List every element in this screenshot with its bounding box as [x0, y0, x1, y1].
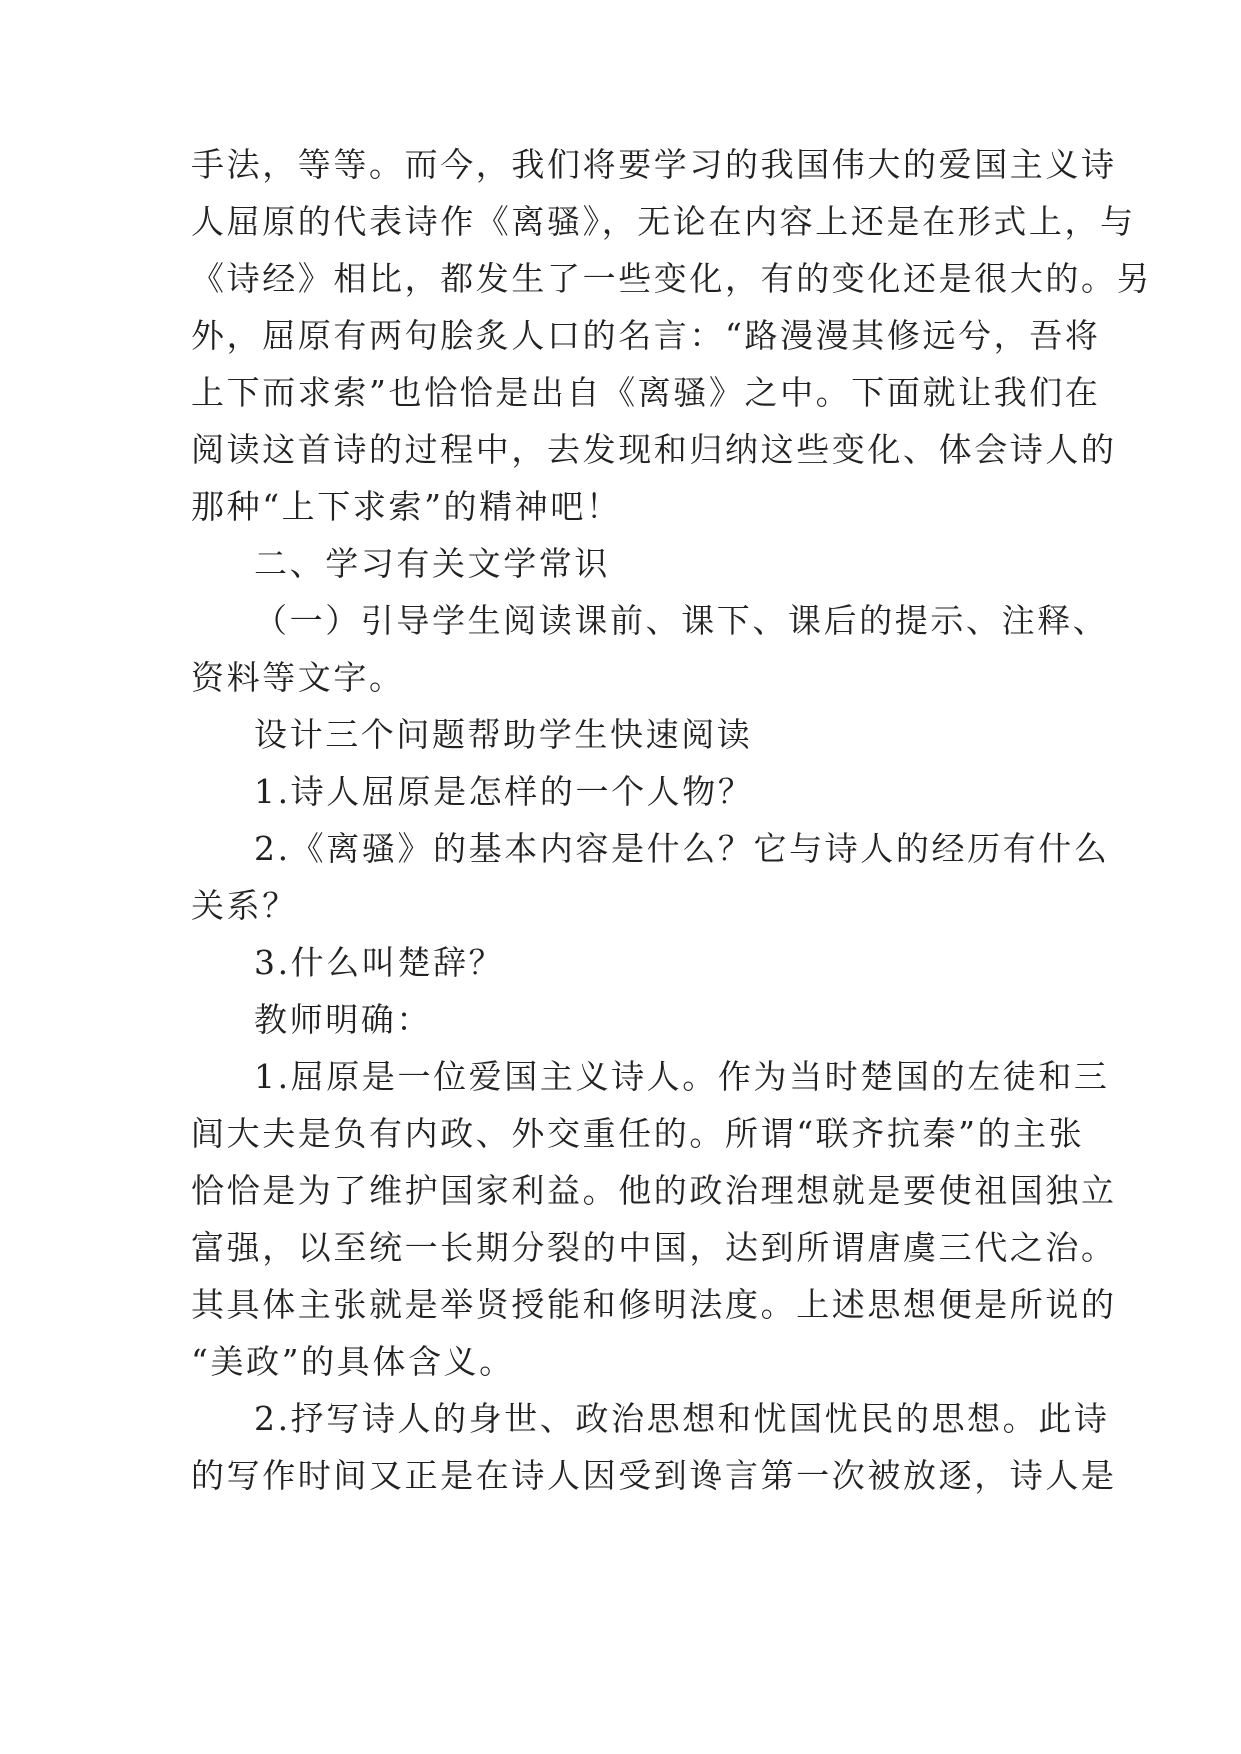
body-text-line: 其具体主张就是举贤授能和修明法度。上述思想便是所说的: [191, 1285, 1117, 1324]
body-text-line: 资料等文字。: [191, 658, 405, 697]
body-text-line: 关系？: [191, 886, 298, 925]
body-text-line: 恰恰是为了维护国家利益。他的政治理想就是要使祖国独立: [191, 1171, 1117, 1210]
body-text-line: 《诗经》相比，都发生了一些变化，有的变化还是很大的。另: [191, 259, 1153, 298]
body-text-line: 外，屈原有两句脍炙人口的名言：“路漫漫其修远兮，吾将: [191, 316, 1101, 355]
subsection-heading: （一）引导学生阅读课前、课下、课后的提示、注释、: [254, 601, 1109, 640]
section-heading: 二、学习有关文学常识: [254, 544, 610, 583]
body-text-line: 那种“上下求索”的精神吧！: [191, 487, 622, 526]
body-text-line: 上下而求索”也恰恰是出自《离骚》之中。下面就让我们在: [191, 373, 1101, 412]
body-text-line: 的写作时间又正是在诗人因受到谗言第一次被放逐，诗人是: [191, 1456, 1117, 1495]
body-text-line: 设计三个问题帮助学生快速阅读: [254, 715, 753, 754]
body-text-line: 富强，以至统一长期分裂的中国，达到所谓唐虞三代之治。: [191, 1228, 1117, 1267]
body-text-line: 教师明确：: [254, 1000, 432, 1039]
answer-item: 1.屈原是一位爱国主义诗人。作为当时楚国的左徒和三: [254, 1057, 1110, 1096]
body-text-line: 手法，等等。而今，我们将要学习的我国伟大的爱国主义诗: [191, 145, 1117, 184]
body-text-line: “美政”的具体含义。: [191, 1342, 515, 1381]
body-text-line: 阅读这首诗的过程中，去发现和归纳这些变化、体会诗人的: [191, 430, 1117, 469]
answer-item: 2.抒写诗人的身世、政治思想和忧国忧民的思想。此诗: [254, 1399, 1110, 1438]
body-text-line: 闾大夫是负有内政、外交重任的。所谓“联齐抗秦”的主张: [191, 1114, 1085, 1153]
question-item: 1.诗人屈原是怎样的一个人物？: [254, 772, 754, 811]
question-item: 2.《离骚》的基本内容是什么？它与诗人的经历有什么: [254, 829, 1110, 868]
question-item: 3.什么叫楚辞？: [254, 943, 505, 982]
body-text-line: 人屈原的代表诗作《离骚》，无论在内容上还是在形式上，与: [191, 202, 1136, 241]
